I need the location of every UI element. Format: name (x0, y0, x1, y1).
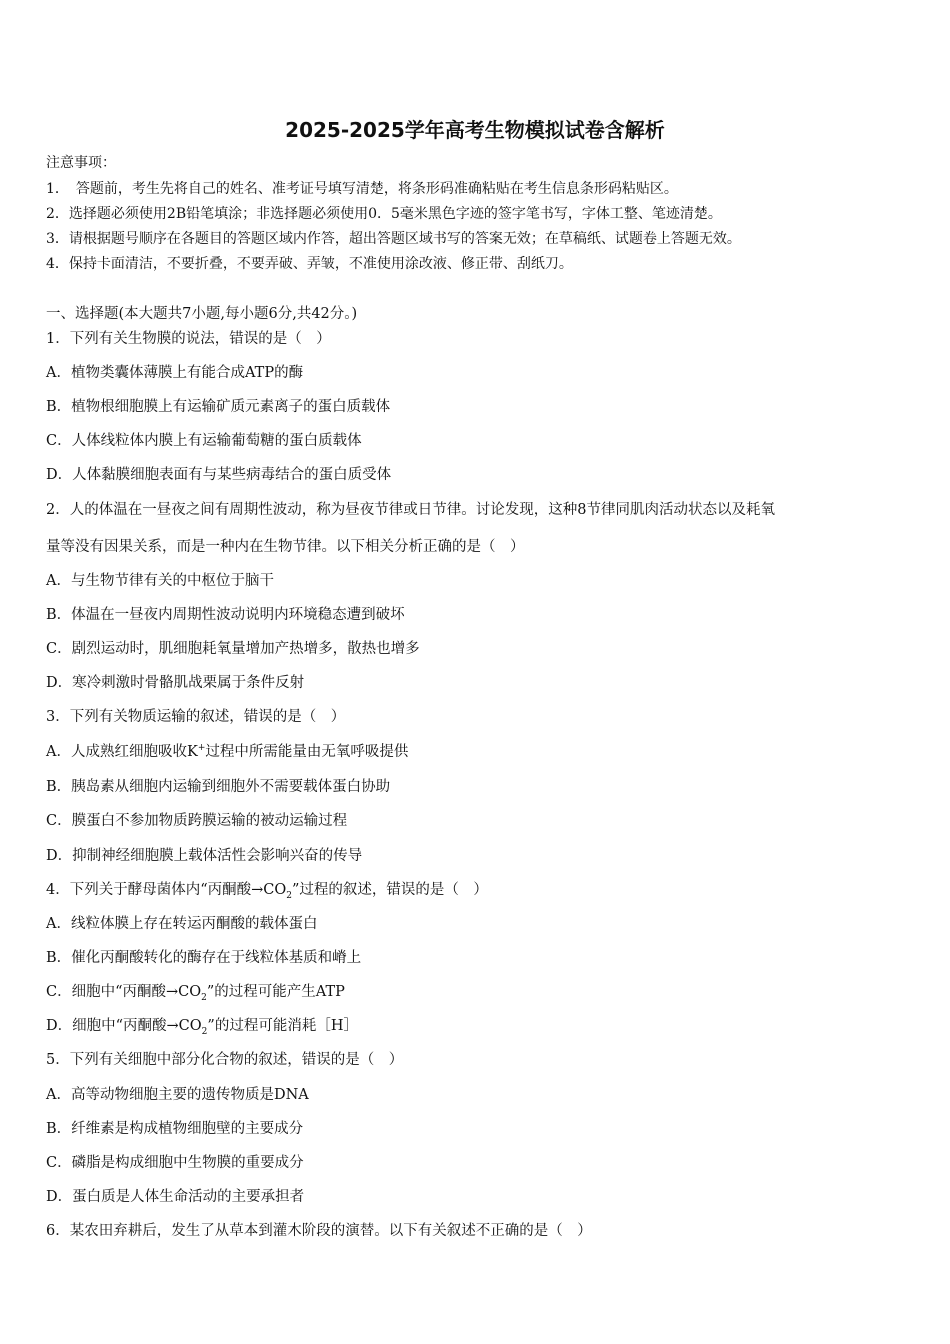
question-1-option-d: D．人体黏膜细胞表面有与某些病毒结合的蛋白质受体 (46, 467, 392, 483)
question-2-option-c: C．剧烈运动时，肌细胞耗氧量增加产热增多，散热也增多 (46, 641, 420, 657)
question-4-option-a: A．线粒体膜上存在转运丙酮酸的载体蛋白 (46, 916, 318, 932)
question-5-option-a: A．高等动物细胞主要的遗传物质是DNA (46, 1087, 309, 1103)
question-5-option-d: D．蛋白质是人体生命活动的主要承担者 (46, 1189, 305, 1205)
question-1-stem: 1．下列有关生物膜的说法，错误的是（ ） (46, 331, 331, 347)
notice-item-4: 4．保持卡面清洁，不要折叠，不要弄破、弄皱，不准使用涂改液、修正带、刮纸刀。 (46, 256, 573, 272)
notice-item-3: 3．请根据题号顺序在各题目的答题区域内作答，超出答题区域书写的答案无效；在草稿纸、试题卷上答题无效。 (46, 231, 741, 247)
question-6-stem: 6．某农田弃耕后，发生了从草本到灌木阶段的演替。以下有关叙述不正确的是（ ） (46, 1223, 592, 1239)
question-1-option-a: A．植物类囊体薄膜上有能合成ATP的酶 (46, 365, 304, 381)
question-1-option-c: C．人体线粒体内膜上有运输葡萄糖的蛋白质载体 (46, 433, 362, 449)
subscript-2: 2 (201, 992, 207, 1003)
question-5-option-b: B．纤维素是构成植物细胞壁的主要成分 (46, 1121, 304, 1137)
question-3-option-c: C．膜蛋白不参加物质跨膜运输的被动运输过程 (46, 813, 348, 829)
subscript-2: 2 (201, 1026, 208, 1037)
question-2-stem-cont: 量等没有因果关系，而是一种内在生物节律。以下相关分析正确的是（ ） (46, 539, 525, 555)
superscript-plus: + (197, 743, 206, 754)
question-3-option-d: D．抑制神经细胞膜上载体活性会影响兴奋的传导 (46, 848, 363, 864)
question-3-option-a-text: A．人成熟红细胞吸收K (46, 744, 198, 760)
notice-item-1: 1． 答题前，考生先将自己的姓名、准考证号填写清楚，将条形码准确粘贴在考生信息条形码粘贴区。 (46, 181, 678, 197)
question-4-stem (46, 878, 488, 901)
question-4-option-c-tail: ”的过程可能产生ATP (206, 984, 345, 1000)
question-3-stem: 3．下列有关物质运输的叙述，错误的是（ ） (46, 709, 346, 725)
question-4-option-d-tail: ”的过程可能消耗［H］ (207, 1018, 358, 1034)
question-2-option-d: D．寒冷刺激时骨骼肌战栗属于条件反射 (46, 675, 305, 691)
question-2-option-b: B．体温在一昼夜内周期性波动说明内环境稳态遭到破坏 (46, 607, 405, 623)
question-4-stem-text: 4．下列关于酵母菌体内“丙酮酸→CO (46, 882, 287, 898)
question-3-option-a-tail: 过程中所需能量由无氧呼吸提供 (205, 744, 409, 760)
question-4-option-d-text: D．细胞中“丙酮酸→CO (46, 1018, 202, 1034)
page-title: 2025-2025学年高考生物模拟试卷含解析 (285, 118, 665, 142)
notice-item-2: 2．选择题必须使用2B铅笔填涂；非选择题必须使用0．5毫米黑色字迹的签字笔书写，字体工整、笔迹清楚。 (46, 206, 722, 222)
subscript-2: 2 (286, 890, 293, 901)
question-4-option-c-text: C．细胞中“丙酮酸→CO (46, 984, 202, 1000)
question-2-stem: 2．人的体温在一昼夜之间有周期性波动，称为昼夜节律或日节律。讨论发现，这种8节律同肌肉活动状态以及耗氧 (46, 502, 775, 518)
question-5-stem: 5．下列有关细胞中部分化合物的叙述，错误的是（ ） (46, 1052, 404, 1068)
question-4-stem-tail: ”过程的叙述，错误的是（ ） (292, 882, 488, 898)
question-4-option-d (46, 1014, 358, 1037)
question-5-option-c: C．磷脂是构成细胞中生物膜的重要成分 (46, 1155, 304, 1171)
notice-heading: 注意事项： (46, 155, 116, 171)
question-3-option-a (46, 740, 408, 761)
question-1-option-b: B．植物根细胞膜上有运输矿质元素离子的蛋白质载体 (46, 399, 391, 415)
question-3-option-b: B．胰岛素从细胞内运输到细胞外不需要载体蛋白协助 (46, 779, 391, 795)
section-heading: 一、选择题(本大题共7小题,每小题6分,共42分。) (46, 306, 358, 322)
question-2-option-a: A．与生物节律有关的中枢位于脑干 (46, 573, 274, 589)
question-4-option-b: B．催化丙酮酸转化的酶存在于线粒体基质和嵴上 (46, 950, 362, 966)
question-4-option-c (46, 980, 345, 1003)
